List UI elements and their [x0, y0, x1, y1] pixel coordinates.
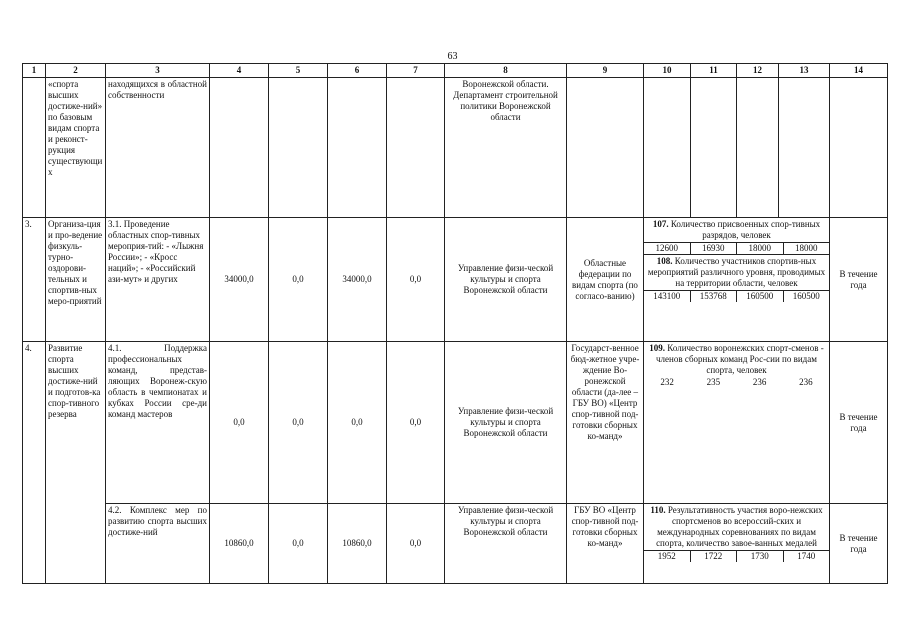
indicator-text: Количество присвоенных спор-тивных разрядов, человек — [670, 219, 821, 240]
cell-value: 0,0 — [387, 504, 445, 584]
cell-activity: находящихся в областной собственности — [106, 78, 210, 218]
indicator-text: Количество участников спортив-ных мероприятий различного уровня, проводимых на территории области, человек — [647, 256, 826, 288]
cell-term: В течение года — [830, 504, 888, 584]
value-cell: 18000 — [795, 243, 818, 253]
value-cell: 235 — [706, 377, 721, 387]
cell-executor: Управление физи-ческой культуры и спорта Воронежской области — [445, 218, 567, 342]
cell-activity: 4.1. Поддержка профессиональных команд, представ-ляющих Воронеж-скую область в чемпионатах и кубках России сре-ди команд мастеров — [106, 342, 210, 504]
cell-partner: Областные федерации по видам спорта (по согласо-ванию) — [567, 218, 644, 342]
page-number: 63 — [447, 51, 458, 62]
indicator-number: 107. — [652, 219, 669, 229]
column-header-8: 8 — [445, 64, 567, 78]
indicator-110 — [644, 504, 829, 550]
cell-empty — [779, 78, 830, 218]
cell-partner: ГБУ ВО «Центр спор-тивной под-готовки сборных ко-манд» — [567, 504, 644, 584]
cell-term: В течение года — [830, 342, 888, 504]
column-header-7: 7 — [387, 64, 445, 78]
cell-value: 0,0 — [387, 218, 445, 342]
value-cell: 12600 — [644, 243, 691, 254]
indicator-block — [644, 218, 830, 342]
indicator-block — [644, 342, 830, 504]
cell-empty — [830, 78, 888, 218]
value-cell: 232 — [660, 377, 674, 387]
cell-empty — [269, 78, 328, 218]
indicator-text: Результативность участия воро-нежских спортсменов во всероссий-ских и международных соревнованиях по видам спорта, количество завое-ванных медалей — [656, 505, 823, 548]
cell-empty — [387, 78, 445, 218]
cell-value: 10860,0 — [328, 504, 387, 584]
header-row — [23, 64, 888, 78]
value-cell: 143100 — [644, 291, 691, 302]
cell-empty — [210, 78, 269, 218]
value-cell: 1730 — [737, 551, 784, 562]
column-header-9: 9 — [567, 64, 644, 78]
cell-partner: Государст-венное бюд-жетное учре-ждение Во-ронежской области (да-лее – ГБУ ВО) «Центр спор-тивной под-готовки сборных ко-манд» — [567, 342, 644, 504]
program-table — [22, 63, 888, 584]
value-cell: 160500 — [737, 291, 784, 302]
value-cell: 236 — [799, 377, 813, 387]
column-header-3: 3 — [106, 64, 210, 78]
table-row — [23, 218, 888, 342]
cell-value: 10860,0 — [210, 504, 269, 584]
cell-empty — [737, 78, 779, 218]
column-header-4: 4 — [210, 64, 269, 78]
cell-value: 0,0 — [269, 218, 328, 342]
column-header-10: 10 — [644, 64, 691, 78]
cell-name: Развитие спорта высших достиже-ний и подготов-ка спор-тивного резерва — [46, 342, 106, 584]
cell-activity: 3.1. Проведение областных спор-тивных мероприя-тий: - «Лыжня России»; - «Кросс наций»; - «Российский ази-мут» и других — [106, 218, 210, 342]
cell-num: 4. — [23, 342, 46, 584]
table-row — [23, 342, 888, 504]
indicator-number: 109. — [649, 343, 666, 353]
column-header-6: 6 — [328, 64, 387, 78]
value-cell: 236 — [752, 377, 767, 387]
indicator-number: 110. — [650, 505, 666, 515]
indicator-values — [644, 377, 829, 388]
cell-value: 34000,0 — [210, 218, 269, 342]
indicator-text: Количество воронежских спорт-сменов - членов сборных команд Рос-сии по видам спорта, человек — [656, 343, 824, 375]
cell-num: 3. — [23, 218, 46, 342]
column-header-11: 11 — [691, 64, 737, 78]
cell-name: Организа-ция и про-ведение физкуль-турно-оздорови-тельных и спортив-ных меро-приятий — [46, 218, 106, 342]
column-header-2: 2 — [46, 64, 106, 78]
cell-empty — [691, 78, 737, 218]
cell-value: 0,0 — [269, 504, 328, 584]
value-cell: 1740 — [797, 551, 816, 561]
column-header-12: 12 — [737, 64, 779, 78]
indicator-values — [644, 550, 829, 562]
indicator-107 — [644, 218, 829, 242]
cell-value: 0,0 — [387, 342, 445, 504]
indicator-values — [644, 242, 829, 254]
table-row — [23, 504, 888, 584]
cell-name: «спорта высших достиже-ний» по базовым видам спорта и реконст-рукция существующих — [46, 78, 106, 218]
value-cell: 18000 — [737, 243, 784, 254]
value-cell: 1952 — [644, 551, 691, 562]
cell-empty — [567, 78, 644, 218]
cell-empty — [644, 78, 691, 218]
indicator-number: 108. — [656, 256, 673, 266]
value-cell: 1722 — [691, 551, 738, 562]
cell-num — [23, 78, 46, 218]
cell-executor: Управление физи-ческой культуры и спорта Воронежской области — [445, 342, 567, 504]
value-cell: 160500 — [792, 291, 820, 301]
cell-value: 0,0 — [328, 342, 387, 504]
cell-value: 0,0 — [269, 342, 328, 504]
cell-empty — [328, 78, 387, 218]
column-header-13: 13 — [779, 64, 830, 78]
cell-executor: Воронежской области. Департамент строительной политики Воронежской области — [445, 78, 567, 218]
cell-term: В течение года — [830, 218, 888, 342]
column-header-5: 5 — [269, 64, 328, 78]
cell-executor: Управление физи-ческой культуры и спорта Воронежской области — [445, 504, 567, 584]
cell-activity: 4.2. Комплекс мер по развитию спорта высших достиже-ний — [106, 504, 210, 584]
column-header-14: 14 — [830, 64, 888, 78]
cell-value: 34000,0 — [328, 218, 387, 342]
cell-value: 0,0 — [210, 342, 269, 504]
indicator-values — [644, 290, 829, 302]
value-cell: 153768 — [691, 291, 738, 302]
indicator-block — [644, 504, 830, 584]
indicator-108 — [644, 254, 829, 290]
value-cell: 16930 — [691, 243, 738, 254]
indicator-109 — [644, 342, 829, 377]
table-row — [23, 78, 888, 218]
column-header-1: 1 — [23, 64, 46, 78]
